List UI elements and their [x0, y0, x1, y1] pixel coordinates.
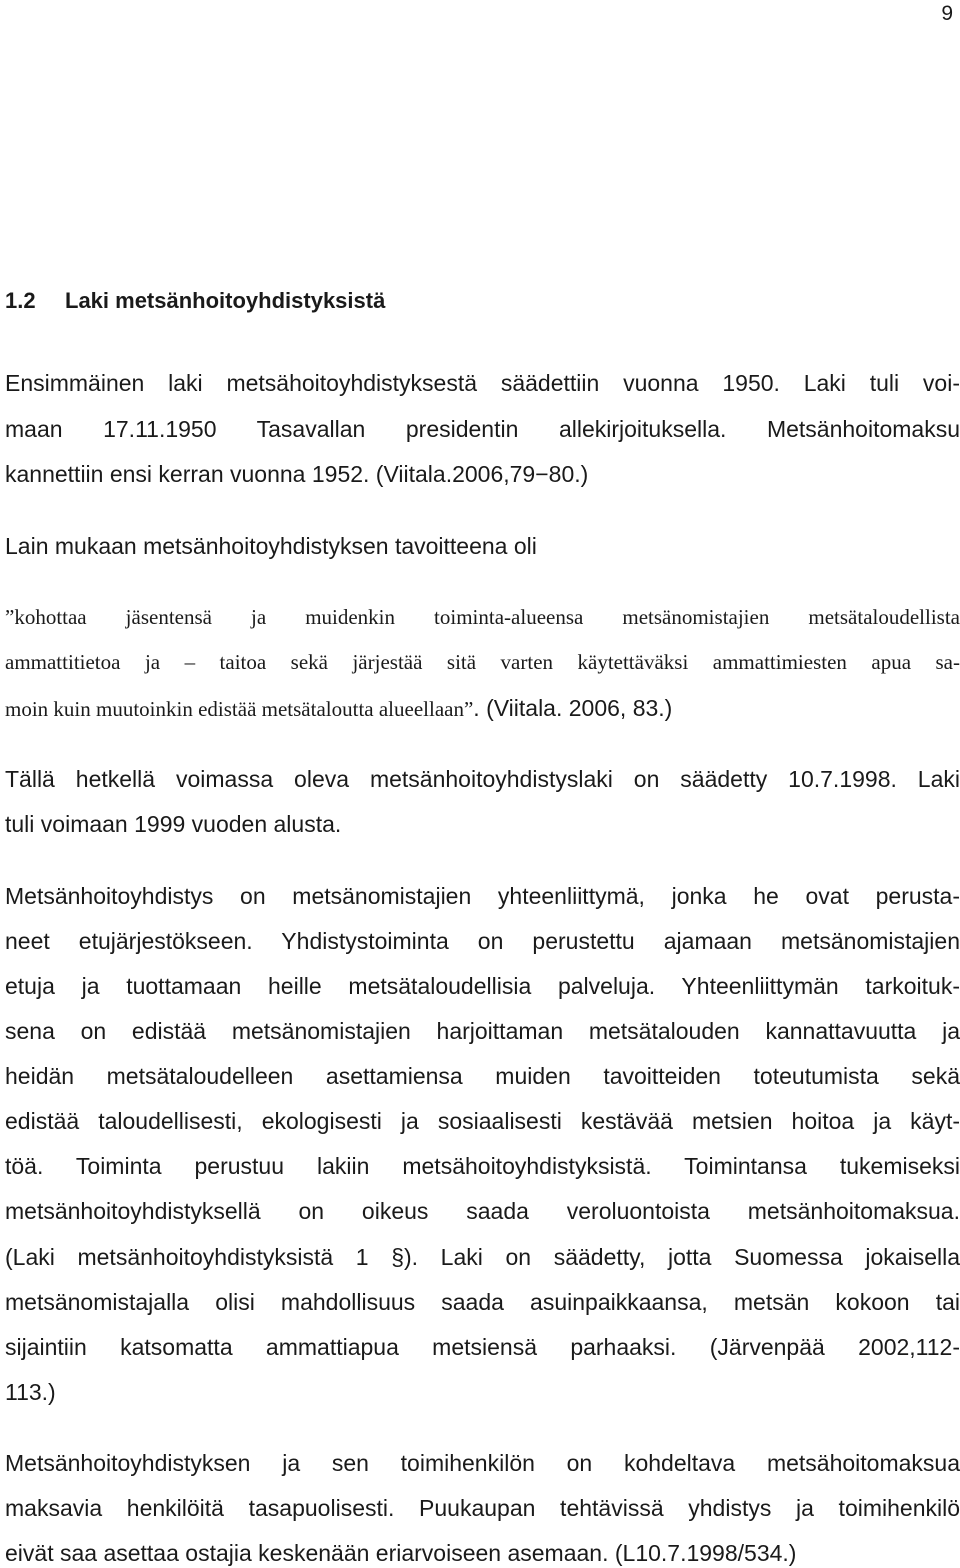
text-line: töä. Toiminta perustuu lakiin metsähoitoyhdistyksistä. Toimintansa tukemiseksi: [5, 1153, 960, 1179]
text-line: maan 17.11.1950 Tasavallan presidentin allekirjoituksella. Metsänhoitomaksu: [5, 416, 960, 442]
quote-line: ammattitietoa ja – taitoa sekä järjestää sitä varten käytettäväksi ammattimiesten apua sa-: [5, 650, 960, 674]
text-line: kannettiin ensi kerran vuonna 1952. (Viitala.2006,79−80.): [5, 461, 589, 487]
text-line: (Laki metsänhoitoyhdistyksistä 1 §). Laki on säädetty, jotta Suomessa jokaisella: [5, 1244, 960, 1270]
text-line: sijaintiin katsomatta ammattiapua metsiensä parhaaksi. (Järvenpää 2002,112-: [5, 1334, 960, 1360]
quote-line: ”kohottaa jäsentensä ja muidenkin toiminta-alueensa metsänomistajien metsätaloudellista: [5, 605, 960, 629]
quote-line: moin kuin muutoinkin edistää metsätaloutta alueellaan”: [5, 697, 474, 721]
section-heading: [5, 287, 385, 315]
text-line: tuli voimaan 1999 vuoden alusta.: [5, 811, 342, 837]
text-line: heidän metsätaloudelleen asettamiensa muiden tavoitteiden toteutumista sekä: [5, 1063, 960, 1089]
text-line: metsänomistajalla olisi mahdollisuus saada asuinpaikkaansa, metsän kokoon tai: [5, 1289, 960, 1315]
text-line: Metsänhoitoyhdistyksen ja sen toimihenkilön on kohdeltava metsähoitomaksua: [5, 1450, 960, 1476]
section-title: Laki metsänhoitoyhdistyksistä: [65, 288, 386, 313]
text-line: neet etujärjestökseen. Yhdistystoiminta on perustettu ajamaan metsänomistajien: [5, 928, 960, 954]
text-line: metsänhoitoyhdistyksellä on oikeus saada veroluontoista metsänhoitomaksua.: [5, 1198, 960, 1224]
text-line: edistää taloudellisesti, ekologisesti ja sosiaalisesti kestävää metsien hoitoa ja käyt-: [5, 1108, 960, 1134]
text-line: etuja ja tuottamaan heille metsätaloudellisia palveluja. Yhteenliittymän tarkoituk-: [5, 973, 960, 999]
quote-last-line: [5, 694, 672, 723]
text-line: maksavia henkilöitä tasapuolisesti. Puukaupan tehtävissä yhdistys ja toimihenkilö: [5, 1495, 960, 1521]
page-number: 9: [941, 2, 953, 25]
quote-citation: . (Viitala. 2006, 83.): [473, 695, 673, 721]
section-number: 1.2: [5, 288, 36, 313]
text-line: Ensimmäinen laki metsähoitoyhdistyksestä säädettiin vuonna 1950. Laki tuli voi-: [5, 370, 960, 396]
text-line: eivät saa asettaa ostajia keskenään eriarvoiseen asemaan. (L10.7.1998/534.): [5, 1540, 797, 1566]
text-line: Metsänhoitoyhdistys on metsänomistajien yhteenliittymä, jonka he ovat perusta-: [5, 883, 960, 909]
text-line: Tällä hetkellä voimassa oleva metsänhoitoyhdistyslaki on säädetty 10.7.1998. Laki: [5, 766, 960, 792]
text-line: sena on edistää metsänomistajien harjoittaman metsätalouden kannattavuutta ja: [5, 1018, 960, 1044]
text-line: 113.): [5, 1379, 56, 1405]
text-line: Lain mukaan metsänhoitoyhdistyksen tavoitteena oli: [5, 533, 537, 559]
